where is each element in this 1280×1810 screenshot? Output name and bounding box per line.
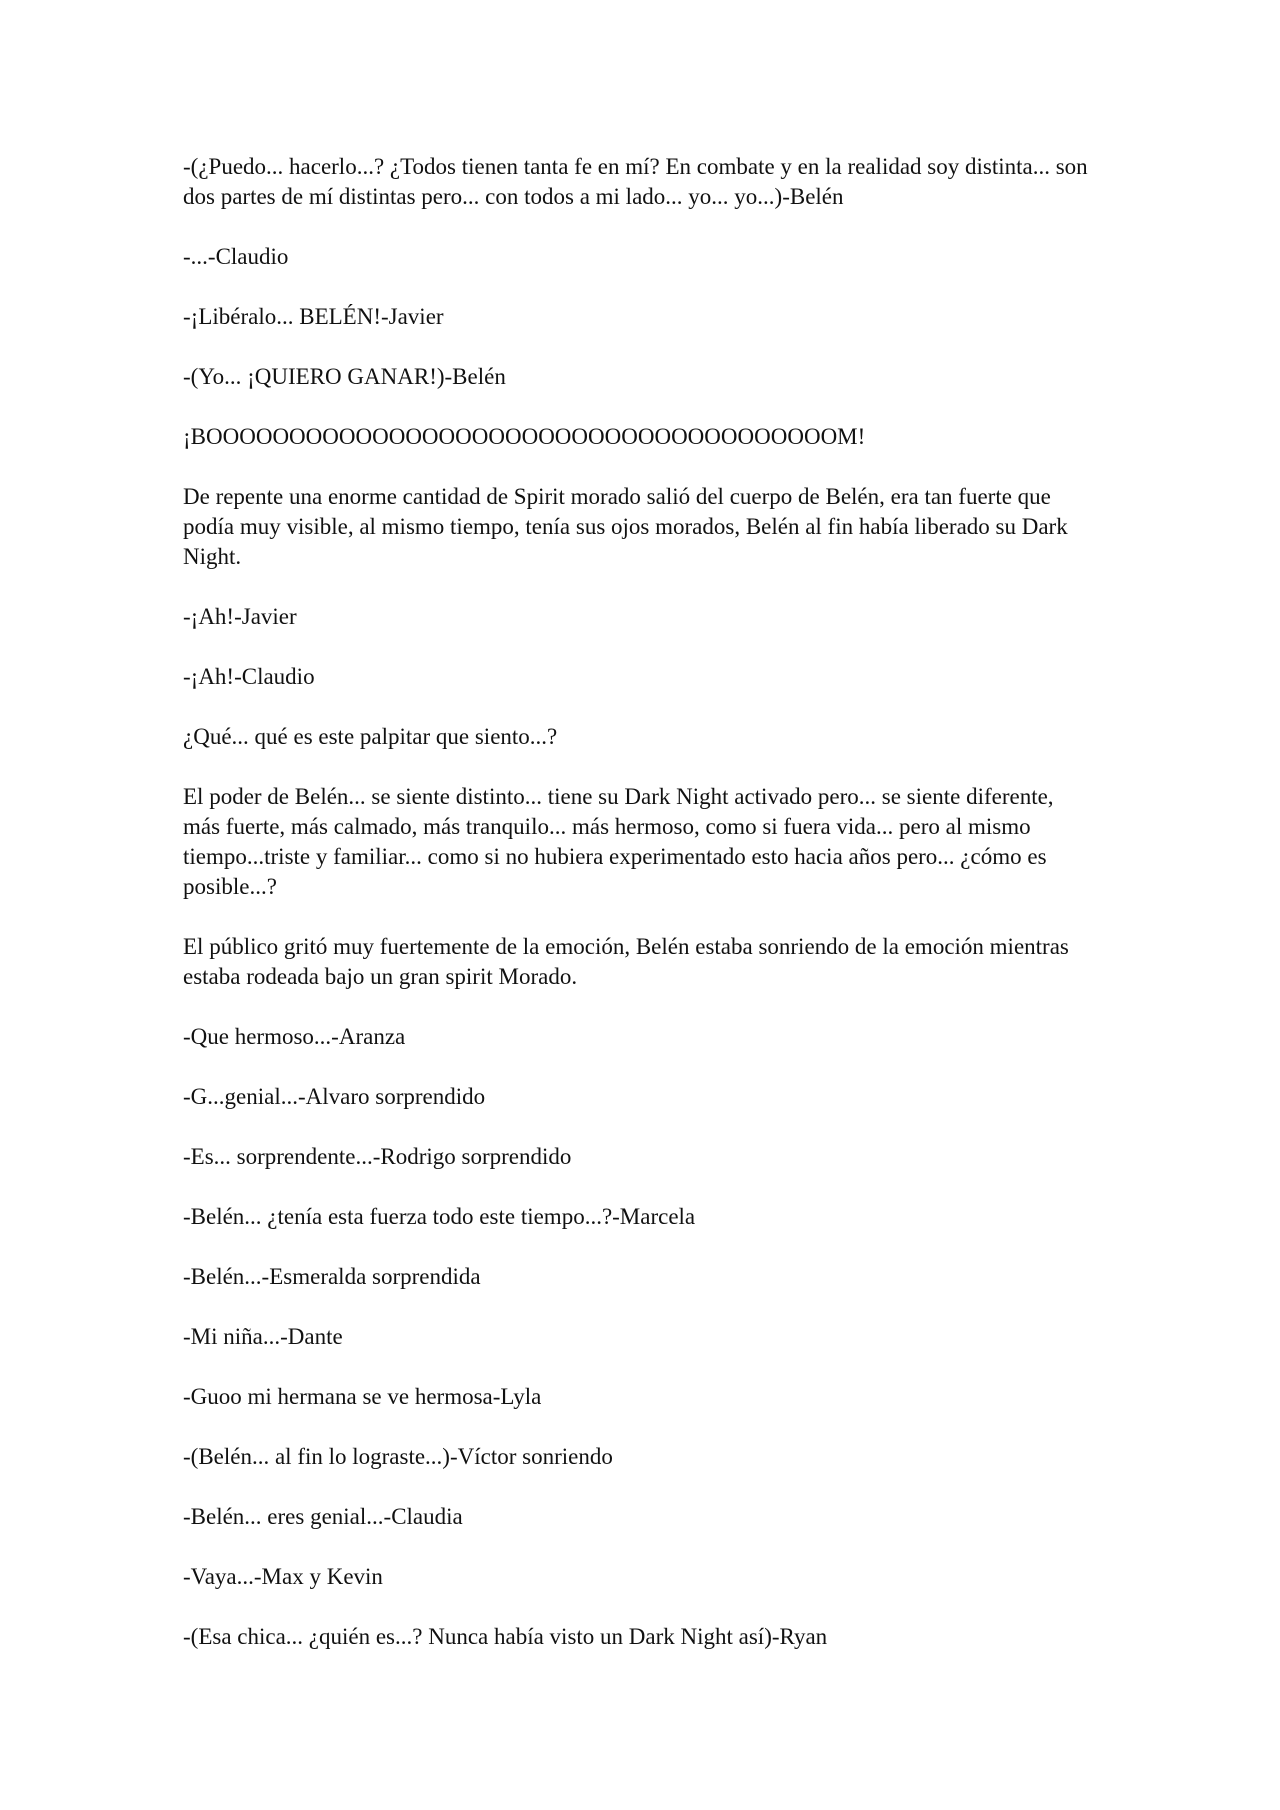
dialogue-line-max-kevin: -Vaya...-Max y Kevin [183,1564,383,1589]
narration-paragraph-audience: El público gritó muy fuertemente de la emoción, Belén estaba sonriendo de la emoción mientras estaba rodeada bajo un gran spirit Morado. [183,934,1069,989]
inner-thought-line: ¿Qué... qué es este palpitar que siento...? [183,724,558,749]
document-body [183,152,1093,1682]
dialogue-line-claudio: -...-Claudio [183,244,289,269]
narration-paragraph-power: El poder de Belén... se siente distinto... tiene su Dark Night activado pero... se siente diferente, más fuerte, más calmado, más tranquilo... más hermoso, como si fuera vida... pero al mismo tiempo...triste y familiar... como si no hubiera experimentado esto hacia años pero... ¿cómo es posible...? [183,784,1054,899]
dialogue-line-esmeralda: -Belén...-Esmeralda sorprendida [183,1264,481,1289]
dialogue-line-rodrigo: -Es... sorprendente...-Rodrigo sorprendido [183,1144,572,1169]
dialogue-line-javier: -¡Libéralo... BELÉN!-Javier [183,304,444,329]
dialogue-line-victor: -(Belén... al fin lo lograste...)-Víctor sonriendo [183,1444,613,1469]
dialogue-line-belen: -(Yo... ¡QUIERO GANAR!)-Belén [183,364,506,389]
dialogue-line-marcela: -Belén... ¿tenía esta fuerza todo este tiempo...?-Marcela [183,1204,696,1229]
dialogue-line-ryan: -(Esa chica... ¿quién es...? Nunca había visto un Dark Night así)-Ryan [183,1624,828,1649]
dialogue-line-claudia: -Belén... eres genial...-Claudia [183,1504,463,1529]
dialogue-line-javier-ah: -¡Ah!-Javier [183,604,297,629]
dialogue-line-dante: -Mi niña...-Dante [183,1324,343,1349]
dialogue-line-lyla: -Guoo mi hermana se ve hermosa-Lyla [183,1384,542,1409]
dialogue-line-claudio-ah: -¡Ah!-Claudio [183,664,315,689]
dialogue-line-aranza: -Que hermoso...-Aranza [183,1024,406,1049]
sound-effect-boom: ¡BOOOOOOOOOOOOOOOOOOOOOOOOOOOOOOOOOOOOOOM! [183,424,866,449]
dialogue-line-alvaro: -G...genial...-Alvaro sorprendido [183,1084,486,1109]
paragraph-belen-thought: -(¿Puedo... hacerlo...? ¿Todos tienen tanta fe en mí? En combate y en la realidad soy distinta... son dos partes de mí distintas pero... con todos a mi lado... yo... yo...)-Belén [183,154,1088,209]
narration-paragraph-dark-night: De repente una enorme cantidad de Spirit morado salió del cuerpo de Belén, era tan fuerte que podía muy visible, al mismo tiempo, tenía sus ojos morados, Belén al fin había liberado su Dark Night. [183,484,1068,569]
